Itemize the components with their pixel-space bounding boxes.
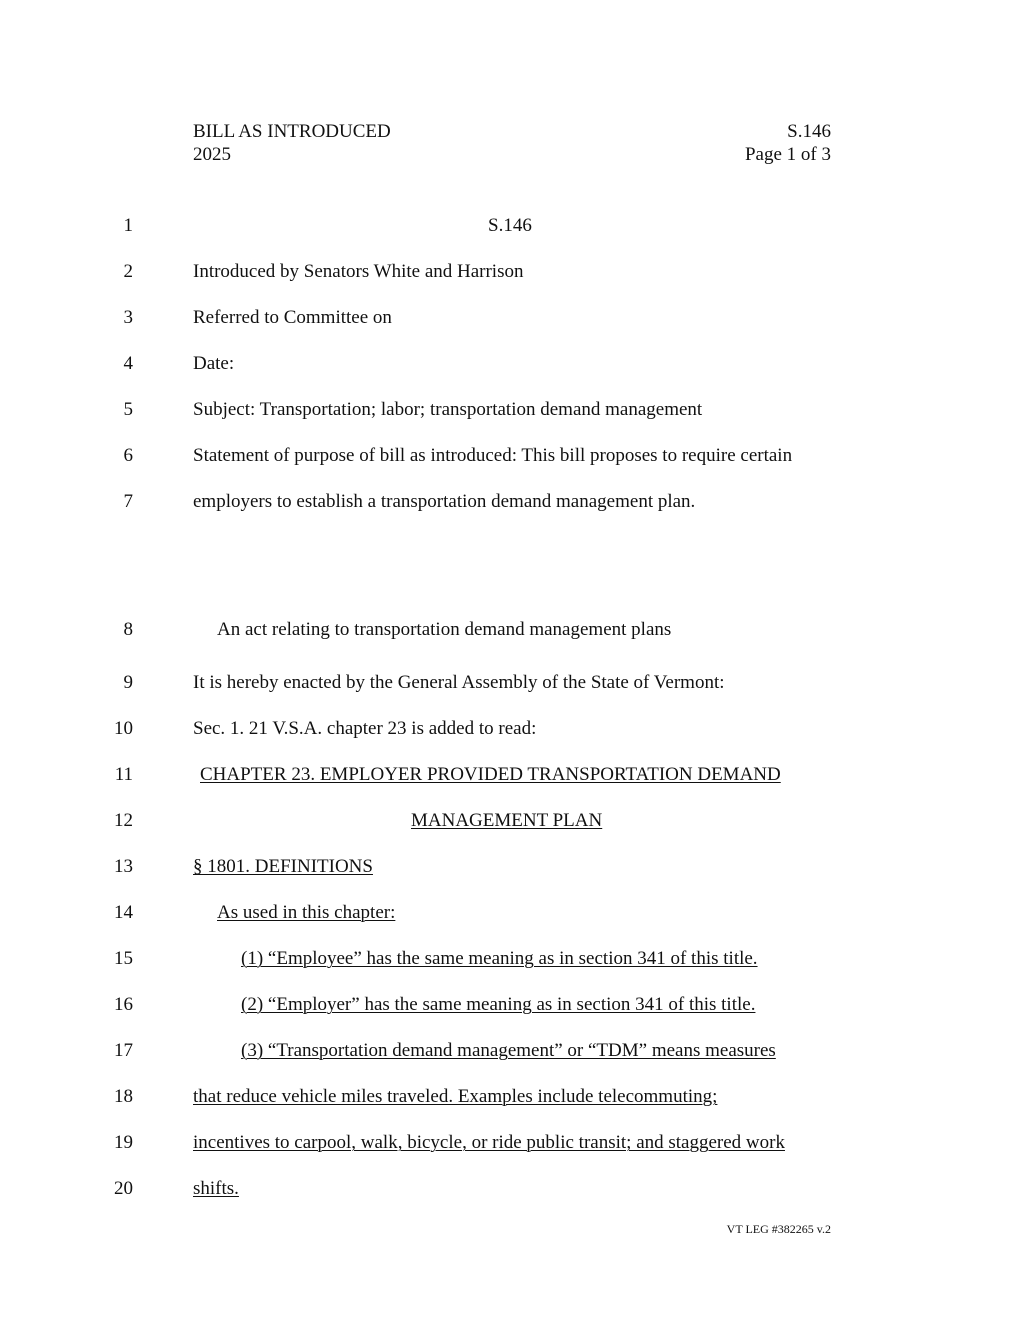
line-6 <box>0 444 1024 468</box>
definition-tdm: (3) “Transportation demand management” or “TDM” means measures <box>241 1040 776 1061</box>
statement-of-purpose: Statement of purpose of bill as introduced: This bill proposes to require certain <box>193 445 793 466</box>
line-12 <box>0 809 1024 833</box>
line-number: 14 <box>114 902 133 923</box>
definition-tdm-continuation: shifts. <box>193 1178 239 1199</box>
date: Date: <box>193 353 235 374</box>
line-18 <box>0 1085 1024 1109</box>
statement-continuation: employers to establish a transportation demand management plan. <box>193 491 696 512</box>
line-15 <box>0 947 1024 971</box>
line-number: 18 <box>114 1086 133 1107</box>
section-1801-heading: § 1801. DEFINITIONS <box>193 856 373 877</box>
line-number: 16 <box>114 994 133 1015</box>
line-number: 2 <box>123 261 133 282</box>
line-number: 19 <box>114 1132 133 1153</box>
document-id-footer: VT LEG #382265 v.2 <box>726 1222 831 1236</box>
line-number: 3 <box>123 307 133 328</box>
chapter-title: CHAPTER 23. EMPLOYER PROVIDED TRANSPORTATION DEMAND <box>200 764 781 785</box>
line-number: 17 <box>114 1040 133 1061</box>
line-19 <box>0 1131 1024 1155</box>
line-11 <box>0 763 1024 787</box>
line-14 <box>0 901 1024 925</box>
line-number: 13 <box>114 856 133 877</box>
line-number: 6 <box>123 445 133 466</box>
line-20 <box>0 1177 1024 1201</box>
section-heading: Sec. 1. 21 V.S.A. chapter 23 is added to read: <box>193 718 537 739</box>
line-number: 15 <box>114 948 133 969</box>
line-1 <box>0 214 1024 238</box>
line-number: 7 <box>123 491 133 512</box>
bill-title: S.146 <box>488 215 532 236</box>
subject: Subject: Transportation; labor; transportation demand management <box>193 399 703 420</box>
line-13 <box>0 855 1024 879</box>
introduced-by: Introduced by Senators White and Harrison <box>193 261 524 282</box>
definition-tdm-continuation: that reduce vehicle miles traveled. Examples include telecommuting; <box>193 1086 718 1107</box>
chapter-title-continuation: MANAGEMENT PLAN <box>411 810 603 831</box>
line-number: 12 <box>114 810 133 831</box>
line-number: 1 <box>123 215 133 236</box>
line-number: 20 <box>114 1178 133 1199</box>
bill-year: 2025 <box>193 144 231 165</box>
referred-to: Referred to Committee on <box>193 307 392 328</box>
line-8 <box>0 618 1024 642</box>
bill-number: S.146 <box>787 121 831 142</box>
line-16 <box>0 993 1024 1017</box>
page-indicator: Page 1 of 3 <box>744 144 831 165</box>
line-number: 8 <box>123 619 133 640</box>
line-number: 4 <box>123 353 133 374</box>
definition-employer: (2) “Employer” has the same meaning as in section 341 of this title. <box>241 994 756 1015</box>
header-left <box>193 121 391 167</box>
line-2 <box>0 260 1024 284</box>
definition-tdm-continuation: incentives to carpool, walk, bicycle, or ride public transit; and staggered work <box>193 1132 785 1153</box>
bill-status: BILL AS INTRODUCED <box>193 121 391 142</box>
line-number: 5 <box>123 399 133 420</box>
definitions-intro: As used in this chapter: <box>217 902 396 923</box>
line-number: 9 <box>123 672 133 693</box>
line-7 <box>0 490 1024 514</box>
line-9 <box>0 671 1024 695</box>
line-4 <box>0 352 1024 376</box>
definition-employee: (1) “Employee” has the same meaning as in section 341 of this title. <box>241 948 758 969</box>
act-title: An act relating to transportation demand management plans <box>217 619 672 640</box>
line-3 <box>0 306 1024 330</box>
line-number: 10 <box>114 718 133 739</box>
enacting-clause: It is hereby enacted by the General Assembly of the State of Vermont: <box>193 672 725 693</box>
line-number: 11 <box>114 764 133 785</box>
header-right <box>745 121 831 167</box>
line-17 <box>0 1039 1024 1063</box>
line-10 <box>0 717 1024 741</box>
line-5 <box>0 398 1024 422</box>
